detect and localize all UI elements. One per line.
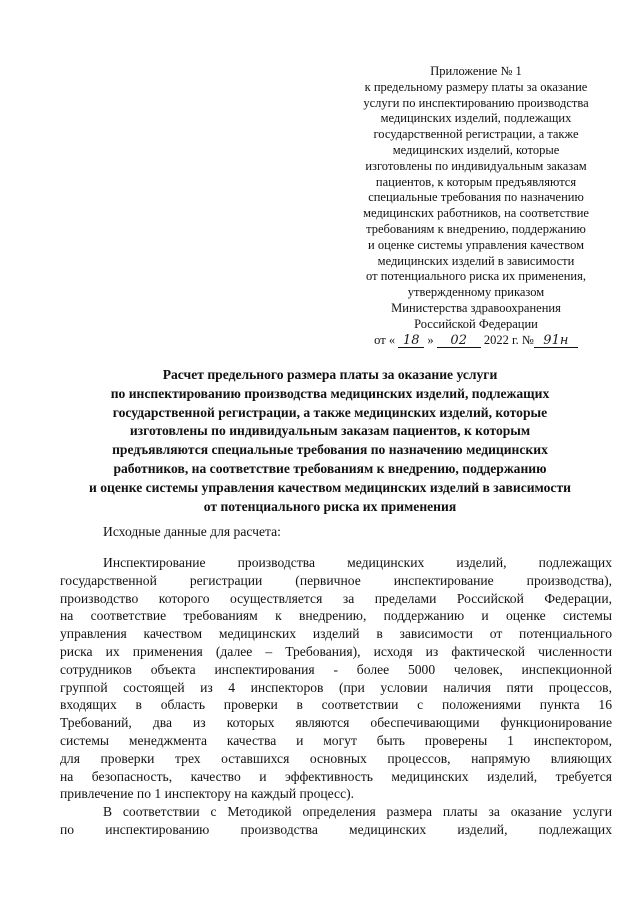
appendix-title: Приложение № 1 (430, 64, 522, 78)
paragraph-line: по инспектированию производства медицинских изделий, подлежащих (60, 821, 612, 837)
appendix-line: требованиям к внедрению, поддержанию (366, 221, 586, 236)
paragraph-line: В соответствии с Методикой определения размера платы за оказание услуги (103, 804, 612, 819)
appendix-line: Министерства здравоохранения (391, 300, 561, 315)
paragraph-line: входящих в область проверки в соответствии с положениями пункта 16 (60, 697, 612, 713)
paragraph-line: сотрудников объекта инспектирования - более 5000 человек, инспекционной (60, 661, 612, 677)
quote-close: » (427, 332, 434, 347)
title-line: и оценке системы управления качеством медицинских изделий в зависимости (89, 479, 571, 495)
section-label: Исходные данные для расчета: (103, 524, 281, 539)
paragraph-line: для проверки трех оставшихся основных процессов, напрямую влияющих (60, 750, 612, 766)
paragraph-line: управления качеством медицинских изделий в зависимости от потенциального (60, 626, 612, 642)
paragraph-line: государственной регистрации (первичное инспектирование производства), (60, 572, 612, 588)
handwritten-day: 18 (398, 334, 424, 348)
paragraph-line: системы менеджмента качества и могут быть проверены 1 инспектором, (60, 732, 612, 748)
number-label: № (521, 332, 534, 347)
appendix-line: государственной регистрации, а также (373, 127, 579, 142)
year-label: 2022 г. (483, 332, 519, 347)
paragraph-methodology (60, 803, 612, 839)
appendix-line: утвержденному приказом (407, 285, 545, 300)
title-line: Расчет предельного размера платы за оказание услуги (162, 367, 498, 382)
paragraph-line: на безопасность, качество и эффективность медицинских изделий, требуется (60, 768, 612, 784)
title-line: от потенциального риска их применения (203, 498, 457, 514)
appendix-line: медицинских изделий в зависимости (377, 253, 575, 268)
handwritten-month: 02 (437, 334, 481, 348)
appendix-line: к предельному размеру платы за оказание (364, 79, 588, 94)
paragraph-line: Требований, два из которых являются обеспечивающими функционирование (60, 715, 612, 731)
handwritten-order-number: 91н (534, 334, 578, 348)
title-line: по инспектированию производства медицинских изделий, подлежащих (110, 385, 550, 401)
paragraph-line: привлечение по 1 инспектору на каждый процесс). (60, 786, 355, 802)
appendix-line: услуги по инспектированию производства (363, 95, 589, 110)
appendix-line: медицинских изделий, которые (392, 142, 560, 157)
appendix-line: медицинских работников, на соответствие (363, 206, 589, 221)
title-line: государственной регистрации, а также медицинских изделий, которые (112, 404, 548, 420)
paragraph-line: производство которого осуществляется за пределами Российской Федерации, (60, 590, 612, 606)
appendix-line: специальные требования по назначению (368, 190, 584, 205)
paragraph-line: группой состоящей из 4 инспекторов (при условии наличия пяти процессов, (60, 679, 612, 695)
appendix-line: пациентов, к которым предъявляются (375, 174, 577, 189)
appendix-line: от потенциального риска их применения, (366, 269, 586, 284)
title-line: предъявляются специальные требования по назначению медицинских (112, 442, 548, 458)
appendix-header (340, 64, 612, 348)
appendix-line: медицинских изделий, подлежащих (380, 111, 572, 126)
from-label: от (374, 332, 386, 347)
quote-open: « (388, 332, 396, 347)
paragraph-initial-data (60, 554, 612, 803)
document-title (60, 366, 600, 516)
appendix-line: и оценке системы управления качеством (368, 237, 584, 252)
title-line: работников, на соответствие требованиям к внедрению, поддержанию (113, 460, 547, 476)
paragraph-line: риска их применения (далее – Требования), исходя из фактической численности (60, 643, 612, 659)
paragraph-line: Инспектирование производства медицинских изделий, подлежащих (103, 555, 612, 570)
order-date-number (340, 333, 612, 349)
appendix-line: Российской Федерации (414, 316, 538, 331)
appendix-line: изготовлены по индивидуальным заказам (365, 158, 587, 173)
title-line: изготовлены по индивидуальным заказам пациентов, к которым (129, 423, 531, 439)
paragraph-line: на соответствие требованиям к внедрению, поддержанию и оценке системы (60, 608, 612, 624)
